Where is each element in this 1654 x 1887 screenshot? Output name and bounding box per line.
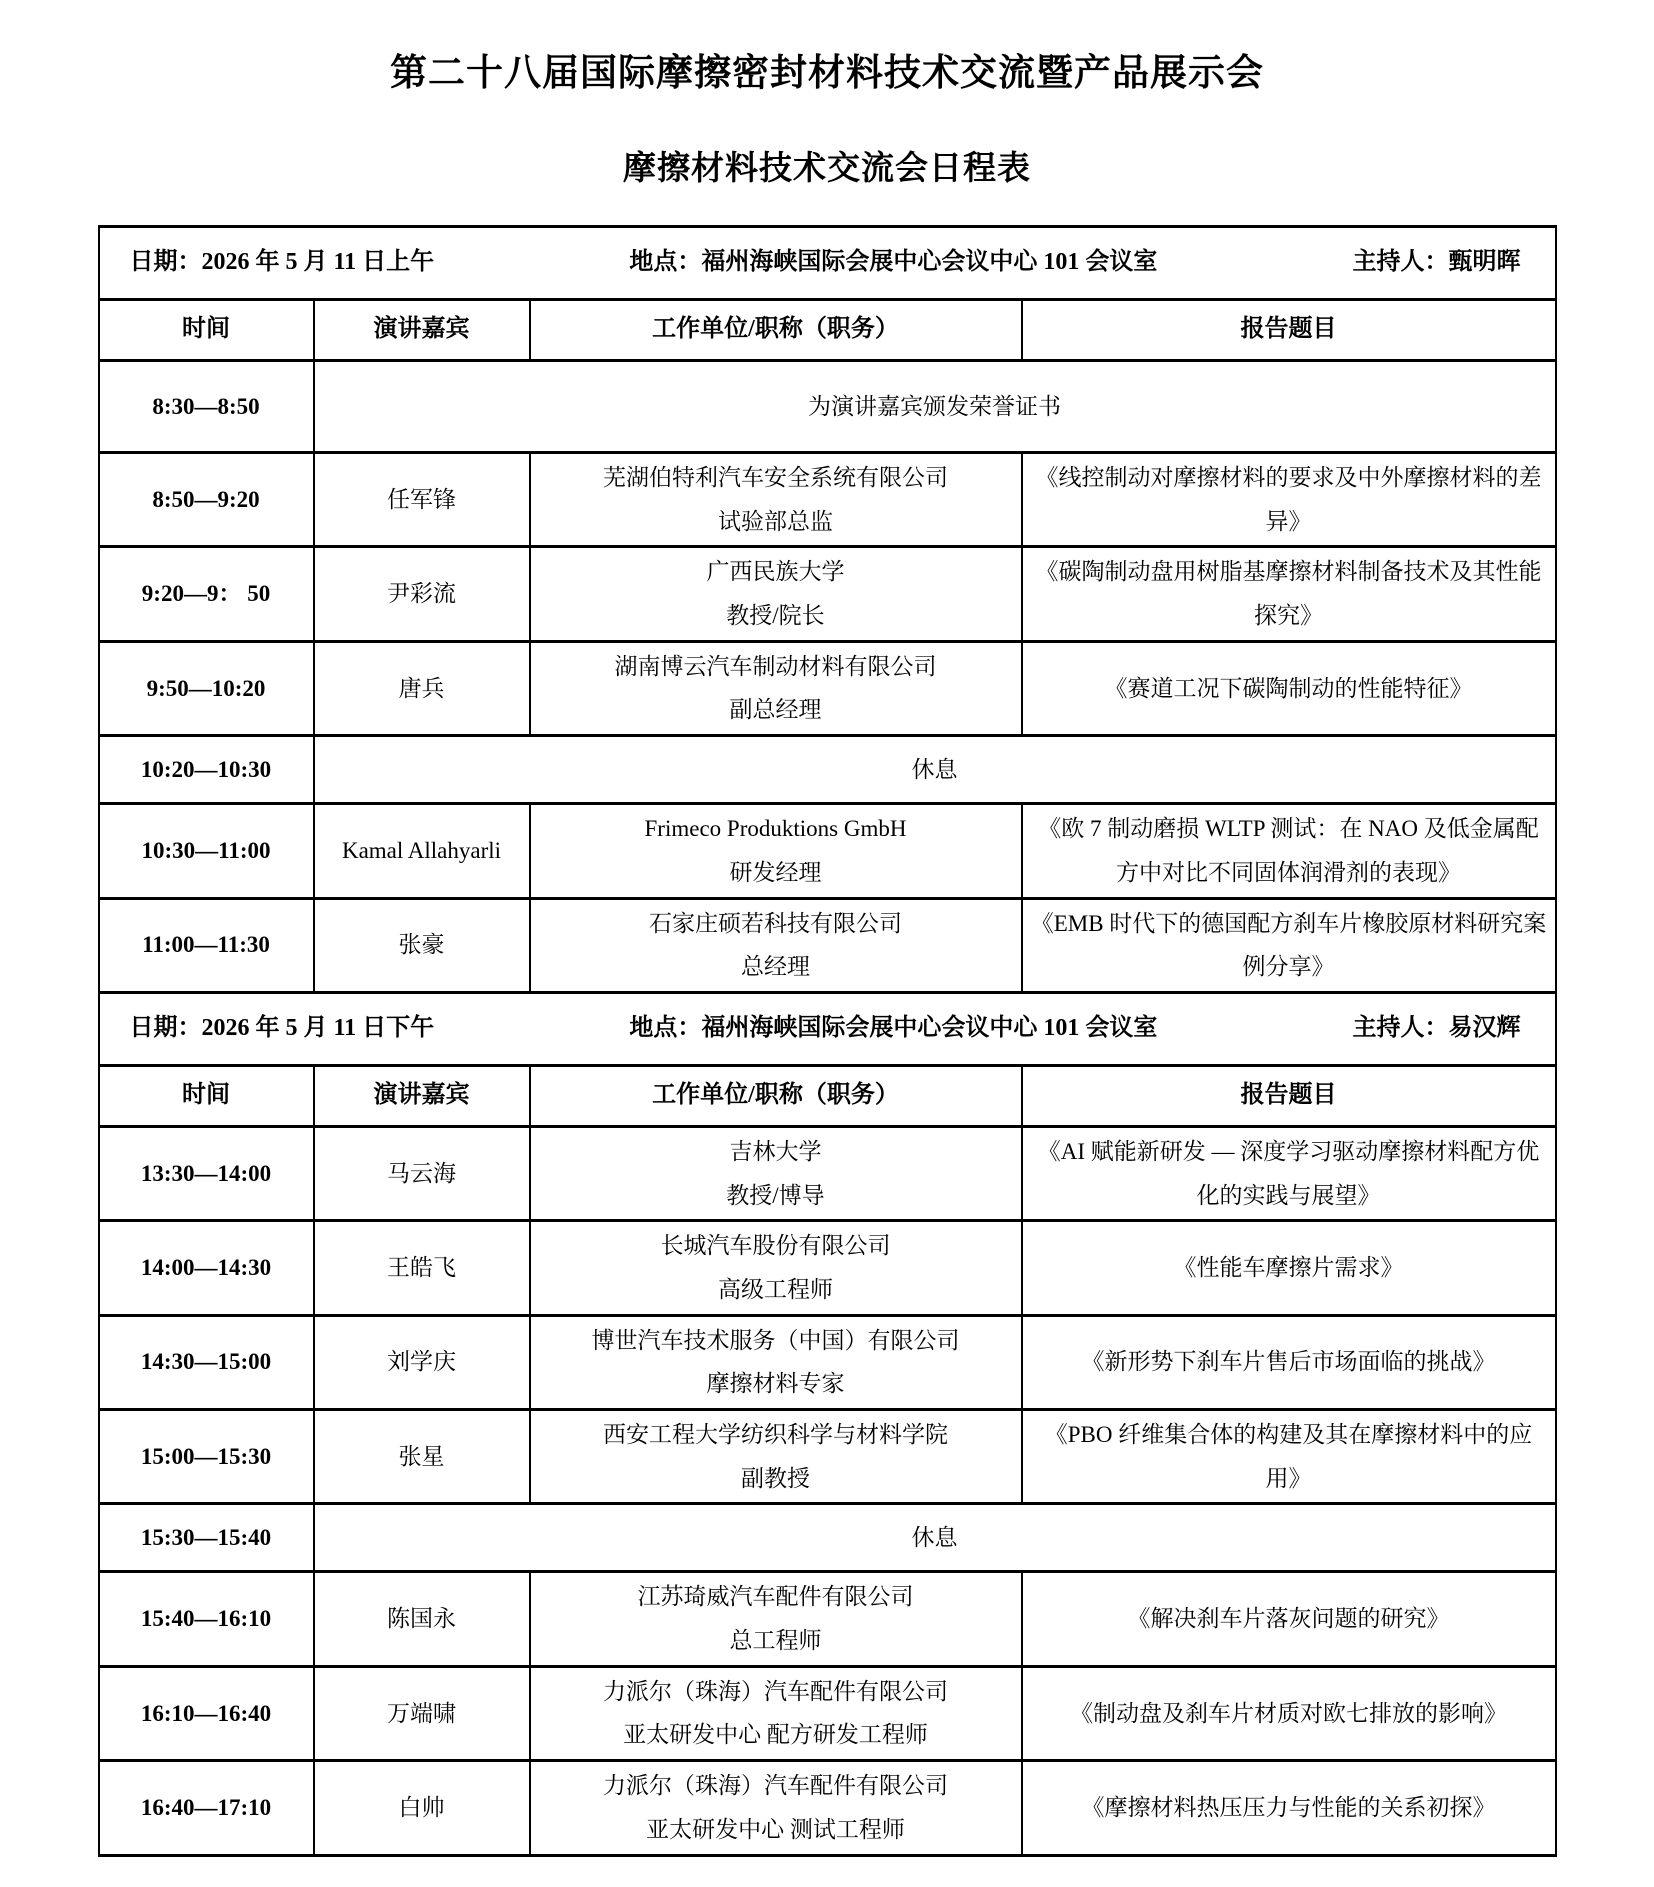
speaker-name: 尹彩流 <box>387 581 456 607</box>
org-line-1: 教授/博导 <box>726 1182 825 1208</box>
speaker-cell <box>314 1572 530 1666</box>
column-header-1: 演讲嘉宾 <box>314 300 530 361</box>
org-line-1: 亚太研发中心 配方研发工程师 <box>623 1722 928 1748</box>
page-title: 第二十八届国际摩擦密封材料技术交流暨产品展示会 <box>390 53 1264 94</box>
column-header-row <box>99 1065 1556 1126</box>
topic-title: 《PBO 纤维集合体的构建及其在摩擦材料中的应用》 <box>1044 1422 1533 1491</box>
speaker-name: 唐兵 <box>398 675 445 701</box>
column-header-3: 报告题目 <box>1022 1065 1556 1126</box>
topic-cell <box>1022 1572 1556 1666</box>
topic-title: 《性能车摩擦片需求》 <box>1173 1255 1404 1281</box>
org-line-1: 摩擦材料专家 <box>706 1371 845 1397</box>
talk-row <box>99 1410 1556 1504</box>
org-line-1: 副总经理 <box>729 697 822 723</box>
event-row <box>99 361 1556 453</box>
topic-cell <box>1022 1315 1556 1409</box>
session-info <box>100 240 1555 286</box>
speaker-name: 刘学庆 <box>387 1349 456 1375</box>
org-line-0: 吉林大学 <box>729 1138 822 1164</box>
talk-row <box>99 1126 1556 1220</box>
org-line-1: 研发经理 <box>729 859 822 885</box>
speaker-cell <box>314 804 530 898</box>
topic-cell <box>1022 547 1556 641</box>
topic-cell <box>1022 453 1556 547</box>
org-line-1: 教授/院长 <box>726 603 825 629</box>
time-cell: 11:00—11:30 <box>99 898 314 992</box>
speaker-name: 张豪 <box>398 932 445 958</box>
topic-cell <box>1022 898 1556 992</box>
speaker-name: 任军锋 <box>387 486 456 512</box>
talk-row <box>99 1572 1556 1666</box>
column-header-1: 演讲嘉宾 <box>314 1065 530 1126</box>
time-cell: 8:50—9:20 <box>99 453 314 547</box>
speaker-name: Kamal Allahyarli <box>341 837 502 863</box>
session-info <box>100 1006 1555 1052</box>
time-cell: 16:10—16:40 <box>99 1666 314 1760</box>
topic-title: 《摩擦材料热压压力与性能的关系初探》 <box>1081 1794 1496 1820</box>
session-header-cell <box>99 227 1556 300</box>
org-line-0: 石家庄硕若科技有限公司 <box>649 910 902 936</box>
organization-cell <box>530 641 1022 735</box>
time-cell: 14:30—15:00 <box>99 1315 314 1409</box>
schedule-body <box>99 227 1556 1856</box>
time-cell: 9:50—10:20 <box>99 641 314 735</box>
speaker-cell <box>314 641 530 735</box>
speaker-name: 万端啸 <box>387 1700 456 1726</box>
session-header-row <box>99 227 1556 300</box>
org-line-1: 试验部总监 <box>718 508 833 534</box>
speaker-cell <box>314 547 530 641</box>
org-line-1: 总工程师 <box>729 1628 822 1654</box>
time-cell: 14:00—14:30 <box>99 1221 314 1315</box>
time-cell: 9:20—9： 50 <box>99 547 314 641</box>
speaker-name: 张星 <box>398 1443 445 1469</box>
talk-row <box>99 1666 1556 1760</box>
event-text-cell: 休息 <box>314 1504 1556 1572</box>
column-header-2: 工作单位/职称（职务） <box>530 300 1022 361</box>
topic-title: 《欧 7 制动磨损 WLTP 测试：在 NAO 及低金属配方中对比不同固体润滑剂的表现》 <box>1038 816 1539 885</box>
column-header-2: 工作单位/职称（职务） <box>530 1065 1022 1126</box>
organization-cell <box>530 1572 1022 1666</box>
topic-title: 《制动盘及刹车片材质对欧七排放的影响》 <box>1070 1700 1507 1726</box>
topic-title: 《赛道工况下碳陶制动的性能特征》 <box>1104 675 1473 701</box>
time-cell: 15:40—16:10 <box>99 1572 314 1666</box>
session-host: 主持人：易汉辉 <box>1352 1015 1521 1042</box>
org-line-1: 亚太研发中心 测试工程师 <box>646 1816 905 1842</box>
speaker-cell <box>314 453 530 547</box>
column-header-0: 时间 <box>99 300 314 361</box>
talk-row <box>99 1221 1556 1315</box>
topic-title: 《新形势下刹车片售后市场面临的挑战》 <box>1081 1349 1496 1375</box>
topic-cell <box>1022 641 1556 735</box>
schedule-table <box>98 225 1557 1857</box>
topic-cell <box>1022 1221 1556 1315</box>
column-header-row <box>99 300 1556 361</box>
session-host: 主持人：甄明晖 <box>1352 249 1521 276</box>
speaker-cell <box>314 1315 530 1409</box>
org-line-0: 西安工程大学纺织科学与材料学院 <box>603 1422 948 1447</box>
speaker-cell <box>314 1410 530 1504</box>
organization-cell <box>530 1761 1022 1855</box>
time-cell: 10:20—10:30 <box>99 736 314 804</box>
topic-title: 《解决刹车片落灰问题的研究》 <box>1127 1606 1450 1632</box>
speaker-name: 陈国永 <box>387 1606 456 1632</box>
organization-cell <box>530 1666 1022 1760</box>
time-cell: 8:30—8:50 <box>99 361 314 453</box>
organization-cell <box>530 1410 1022 1504</box>
organization-cell <box>530 1221 1022 1315</box>
session-header-row <box>99 992 1556 1065</box>
time-cell: 15:30—15:40 <box>99 1504 314 1572</box>
speaker-cell <box>314 1666 530 1760</box>
column-header-0: 时间 <box>99 1065 314 1126</box>
organization-cell <box>530 453 1022 547</box>
event-text-cell: 休息 <box>314 736 1556 804</box>
org-line-0: 广西民族大学 <box>706 559 845 585</box>
time-cell: 10:30—11:00 <box>99 804 314 898</box>
talk-row <box>99 641 1556 735</box>
topic-cell <box>1022 1761 1556 1855</box>
talk-row <box>99 547 1556 641</box>
org-line-0: 长城汽车股份有限公司 <box>660 1233 891 1259</box>
event-row <box>99 736 1556 804</box>
time-cell: 16:40—17:10 <box>99 1761 314 1855</box>
talk-row <box>99 898 1556 992</box>
org-line-1: 总经理 <box>741 954 810 980</box>
topic-title: 《碳陶制动盘用树脂基摩擦材料制备技术及其性能探究》 <box>1035 559 1542 629</box>
speaker-name: 白帅 <box>398 1794 445 1820</box>
topic-title: 《AI 赋能新研发 — 深度学习驱动摩擦材料配方优化的实践与展望》 <box>1037 1138 1540 1208</box>
talk-row <box>99 1315 1556 1409</box>
topic-cell <box>1022 1410 1556 1504</box>
organization-cell <box>530 547 1022 641</box>
speaker-cell <box>314 1221 530 1315</box>
org-line-1: 高级工程师 <box>718 1276 833 1302</box>
session-venue: 地点：福州海峡国际会展中心会议中心 101 会议室 <box>629 1015 1158 1042</box>
org-line-0: 芜湖伯特利汽车安全系统有限公司 <box>603 465 948 490</box>
topic-cell <box>1022 1666 1556 1760</box>
org-line-0: 力派尔（珠海）汽车配件有限公司 <box>603 1678 948 1704</box>
org-line-0: 博世汽车技术服务（中国）有限公司 <box>591 1327 960 1353</box>
column-header-3: 报告题目 <box>1022 300 1556 361</box>
org-line-0: 力派尔（珠海）汽车配件有限公司 <box>603 1773 948 1799</box>
speaker-name: 马云海 <box>387 1160 456 1186</box>
speaker-cell <box>314 1761 530 1855</box>
org-line-0: Frimeco Produktions GmbH <box>644 816 907 842</box>
talk-row <box>99 804 1556 898</box>
talk-row <box>99 453 1556 547</box>
topic-title: 《EMB 时代下的德国配方刹车片橡胶原材料研究案例分享》 <box>1030 910 1547 980</box>
speaker-cell <box>314 1126 530 1220</box>
session-date: 日期：2026 年 5 月 11 日下午 <box>129 1015 435 1042</box>
event-row <box>99 1504 1556 1572</box>
topic-cell <box>1022 1126 1556 1220</box>
event-text-cell: 为演讲嘉宾颁发荣誉证书 <box>314 361 1556 453</box>
organization-cell <box>530 1126 1022 1220</box>
session-date: 日期：2026 年 5 月 11 日上午 <box>129 249 435 276</box>
organization-cell <box>530 1315 1022 1409</box>
topic-cell <box>1022 804 1556 898</box>
organization-cell <box>530 898 1022 992</box>
speaker-cell <box>314 898 530 992</box>
speaker-name: 王皓飞 <box>387 1255 456 1281</box>
session-venue: 地点：福州海峡国际会展中心会议中心 101 会议室 <box>629 249 1158 276</box>
time-cell: 15:00—15:30 <box>99 1410 314 1504</box>
organization-cell <box>530 804 1022 898</box>
time-cell: 13:30—14:00 <box>99 1126 314 1220</box>
org-line-1: 副教授 <box>741 1465 810 1491</box>
page-subtitle: 摩擦材料技术交流会日程表 <box>623 151 1031 187</box>
org-line-0: 江苏琦威汽车配件有限公司 <box>637 1584 914 1610</box>
talk-row <box>99 1761 1556 1855</box>
topic-title: 《线控制动对摩擦材料的要求及中外摩擦材料的差异》 <box>1035 465 1542 534</box>
org-line-0: 湖南博云汽车制动材料有限公司 <box>614 653 937 679</box>
session-header-cell <box>99 992 1556 1065</box>
